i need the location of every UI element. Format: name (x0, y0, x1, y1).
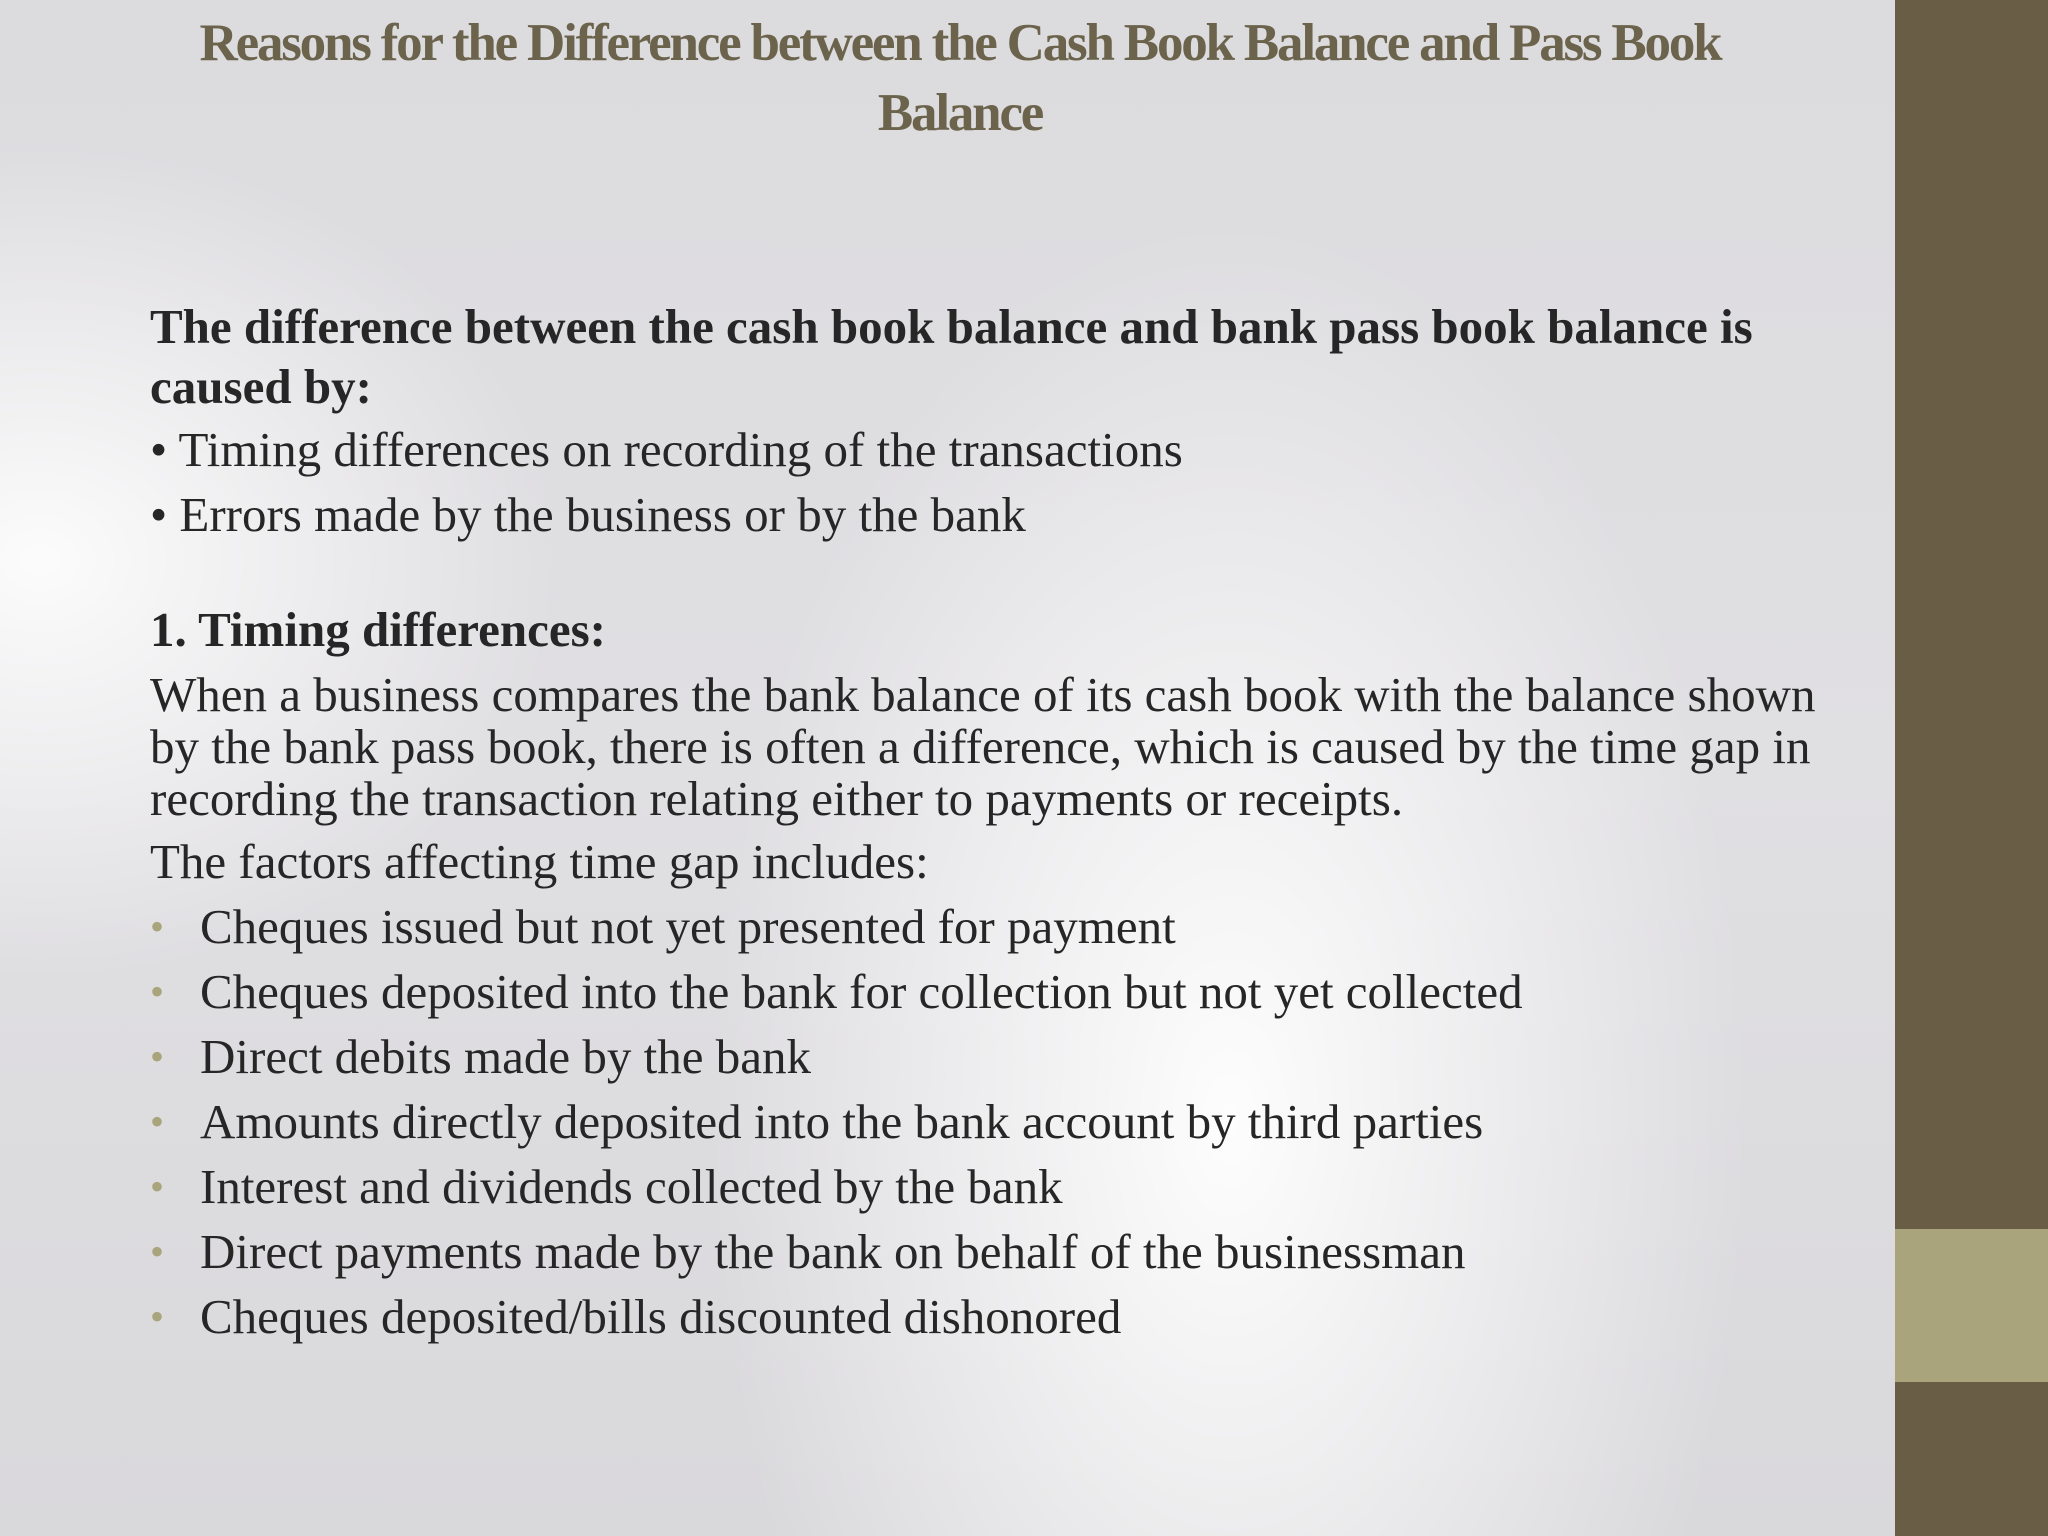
cause-item-errors: • Errors made by the business or by the bank (150, 487, 1026, 542)
factor-label: Direct debits made by the bank (200, 1029, 811, 1084)
bullet-icon: • (150, 1294, 165, 1339)
list-item (150, 1024, 1850, 1089)
factor-label: Cheques issued but not yet presented for payment (200, 899, 1176, 954)
bullet-icon: • (150, 969, 165, 1014)
factor-list (150, 894, 1850, 1349)
factor-label: Cheques deposited into the bank for collection but not yet collected (200, 964, 1523, 1019)
list-item (150, 1154, 1850, 1219)
bullet-icon: • (150, 1229, 165, 1274)
intro-text: The difference between the cash book balance and bank pass book balance is caused by: (150, 299, 1753, 414)
factor-label: Cheques deposited/bills discounted dishonored (200, 1289, 1122, 1344)
bullet-icon: • (150, 1164, 165, 1209)
bullet-icon: • (150, 904, 165, 949)
section-heading: 1. Timing differences: (150, 602, 606, 657)
bullet-icon: • (150, 1099, 165, 1144)
factor-label: Amounts directly deposited into the bank account by third parties (200, 1094, 1484, 1149)
timing-paragraph: When a business compares the bank balance of its cash book with the balance shown by the bank pass book, there is often a difference, which is caused by the time gap in recording the transaction relating either to payments or receipts. (150, 667, 1816, 826)
side-accent-decoration (1895, 1229, 2048, 1382)
bullet-icon: • (150, 1034, 165, 1079)
list-item (150, 1219, 1850, 1284)
factor-label: Direct payments made by the bank on behalf of the businessman (200, 1224, 1466, 1279)
factors-intro: The factors affecting time gap includes: (150, 834, 929, 889)
slide-title: Reasons for the Difference between the Cash Book Balance and Pass Book Balance (199, 14, 1721, 142)
cause-item-timing: • Timing differences on recording of the transactions (150, 422, 1183, 477)
factor-label: Interest and dividends collected by the bank (200, 1159, 1063, 1214)
list-item (150, 894, 1850, 959)
list-item (150, 959, 1850, 1024)
slide-content (150, 297, 1850, 1349)
list-item (150, 1089, 1850, 1154)
list-item (150, 1284, 1850, 1349)
